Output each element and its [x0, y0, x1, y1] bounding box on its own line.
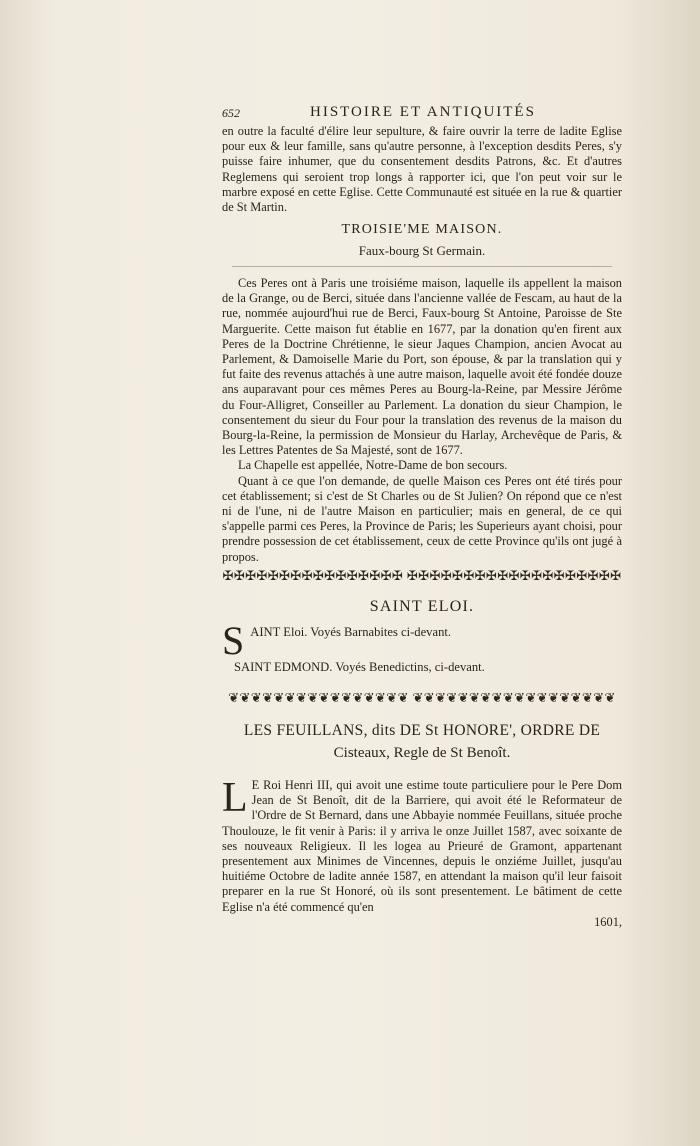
running-title: HISTOIRE ET ANTIQUITÉS [310, 104, 536, 120]
top-paragraph: en outre la faculté d'élire leur sepulture, & faire ouvrir la terre de ladite Eglise pour eux & leur famille, sans qu'autre personne, à l'exception desdits Peres, s'y puisse faire inhumer, que du consentement desdits Patrons, &c. Et d'autres Reglemens qui seroient trop longs à rapporter ici, que l'on peut voir sur le marbre exposé en cette Eglise. Cette Communauté est située en la rue & quartier de St Martin. [222, 124, 622, 215]
section1-paragraph-2: La Chapelle est appellée, Notre-Dame de bon secours. [238, 458, 508, 473]
section3-body [222, 775, 622, 930]
drop-cap-l: L [222, 775, 248, 821]
catchword: 1601, [594, 914, 622, 929]
section1-paragraph-3: Quant à ce que l'on demande, de quelle Maison ces Peres ont été tirés pour cet établissement; si c'est de St Charles ou de St Julien? On répond que ce n'est ni de l'une, ni de l'autre Maison en particulier; mais en general, de ce qui s'appelle parmi ces Peres, la Province de Paris; les Superieurs ayant choisi, pour prendre possession de cet établissement, ceux de cette Province qu'ils ont jugé à propos. [222, 473, 622, 564]
top-paragraph-block [222, 124, 622, 215]
section-title-feuillans-1: LES FEUILLANS, dits DE St HONORE', ORDRE DE [243, 722, 601, 739]
section3-paragraph [222, 775, 622, 915]
drop-cap-s: S [222, 618, 245, 663]
saint-edmond-line: SAINT EDMOND. Voyés Benedictins, ci-devant. [234, 660, 485, 674]
section-title-troisieme-maison: TROISIE'ME MAISON. [341, 222, 503, 237]
section-subtitle-faux-bourg: Faux-bourg St Germain. [358, 243, 486, 258]
ornamental-band: ❦❦❦❦❦❦❦❦❦❦❦❦❦❦❦❦ ❦❦❦❦❦❦❦❦❦❦❦❦❦❦❦❦❦❦ [228, 690, 616, 705]
section1-paragraph-1: Ces Peres ont à Paris une troisiéme maison, laquelle ils appellent la maison de la Grange, ou de Berci, située dans l'ancienne vallée de Fescam, au haut de la rue, nommée aujourd'hui rue de Berci, Faux-bourg St Antoine, Paroisse de Ste Marguerite. Cette maison fut établie en 1677, par la donation qu'en firent aux Peres de la Doctrine Chrétienne, le sieur Jaques Champion, ancien Avocat au Parlement, & Damoiselle Marie du Port, son épouse, & par la translation qui y fut faite des revenus attachés à une autre maison, laquelle avoit été fondée douze ans auparavant pour ces mêmes Peres au Bourg-la-Reine, par Messire Jérôme du Four-Alligret, Conseiller au Parlement. La donation du sieur Champion, le consentement du sieur du Four pour la translation des revenus de la maison du Bourg-la-Reine, la permission de Monsieur du Harlay, Archevêque de Paris, & les Lettres Patentes de Sa Majesté, sont de 1677. [222, 276, 622, 458]
section-title-feuillans-2: Cisteaux, Regle de St Benoît. [333, 745, 511, 761]
ornamental-band: ✠✠✠✠✠✠✠✠✠✠✠✠✠✠✠✠ ✠✠✠✠✠✠✠✠✠✠✠✠✠✠✠✠✠✠✠ [222, 568, 622, 583]
section1-body [222, 276, 622, 565]
section3-paragraph-text: E Roi Henri III, qui avoit une estime toute particuliere pour le Pere Dom Jean de St Benoît, dit de la Barriere, qui avoit été le Reformateur de l'Ordre de St Bernard, dans une Abbayie nommée Feuillans, située proche Thoulouze, le fit venir à Paris: il y arriva le onze Juillet 1587, avec soixante de ses nouveaux Religieux. Il les logea au Prieuré de Gramont, appartenant presentement aux Minimes de Vincennes, depuis le onziéme Juillet, jusqu'au huitiéme Octobre de ladite année 1587, en attendant la maison qu'il leur faisoit preparer en la rue St Honoré, où ils sont presentement. Le bâtiment de cette Eglise n'a été commencé qu'en [222, 778, 622, 914]
saint-eloi-line [222, 618, 622, 663]
section-rule [232, 266, 612, 267]
saint-eloi-text: AINT Eloi. Voyés Barnabites ci-devant. [250, 625, 452, 639]
page-number: 652 [222, 106, 240, 120]
section-title-saint-eloi: SAINT ELOI. [369, 598, 475, 615]
